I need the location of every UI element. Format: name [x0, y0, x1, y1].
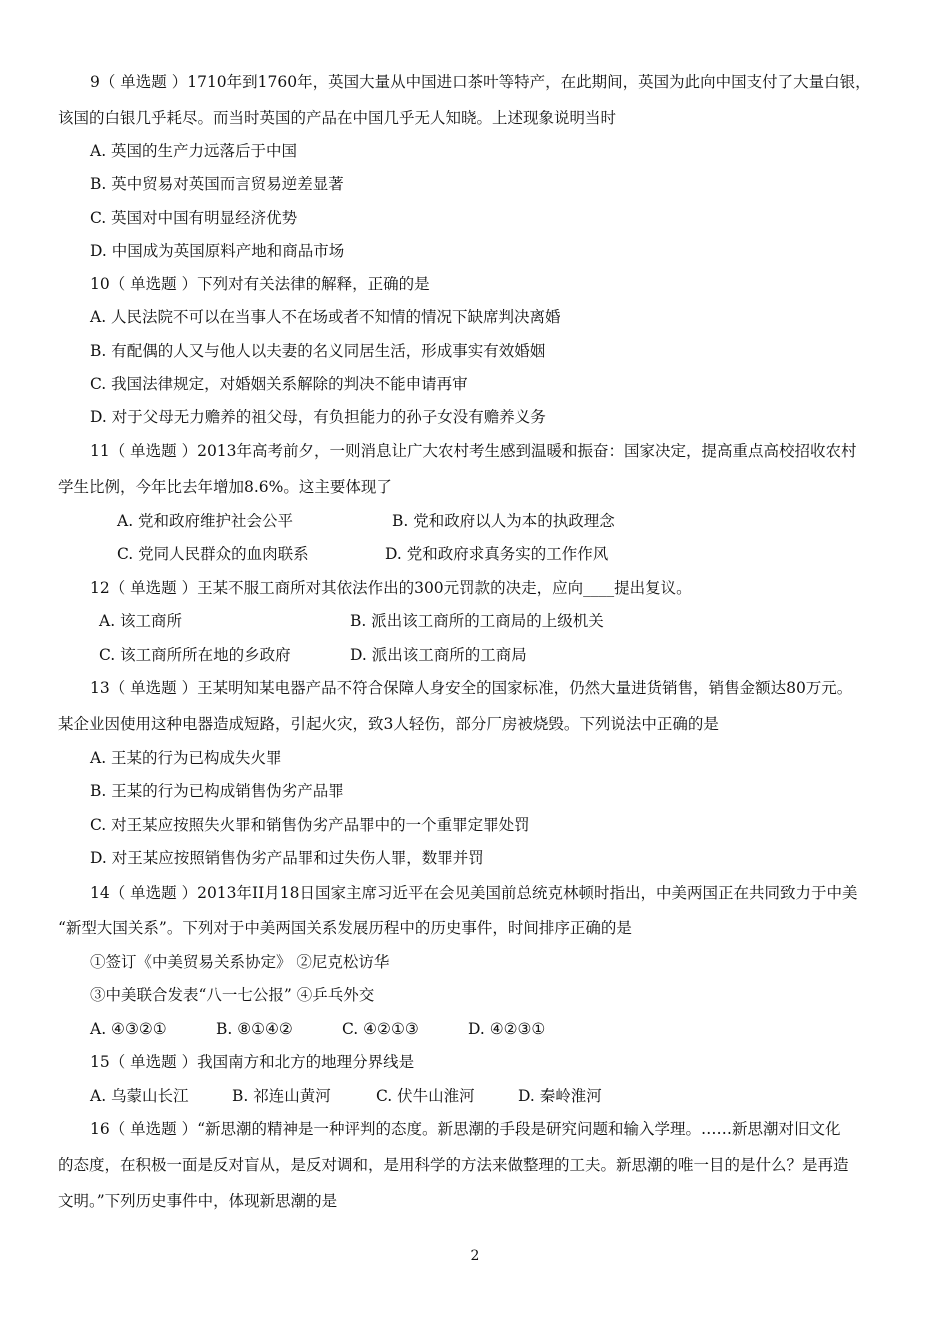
- question-10-option-c: C. 我国法律规定，对婚姻关系解除的判决不能申请再审: [90, 375, 468, 393]
- question-13-stem-line-2: 某企业因使用这种电器造成短路，引起火灾，致3人轻伤，部分厂房被烧毁。下列说法中正确的是: [58, 715, 719, 733]
- question-14-option-b: B. ⑧①④②: [216, 1020, 293, 1038]
- question-15-stem: 15（ 单选题 ）我国南方和北方的地理分界线是: [90, 1053, 415, 1071]
- question-14-option-d: D. ④②③①: [468, 1020, 546, 1038]
- question-16-stem-line-1: 16（ 单选题 ）“新思潮的精神是一种评判的态度。新思潮的手段是研究问题和输入学理。……新思潮对旧文化: [90, 1120, 841, 1138]
- question-9-option-c: C. 英国对中国有明显经济优势: [90, 209, 298, 227]
- question-14-option-a: A. ④③②①: [90, 1020, 167, 1038]
- question-13-option-b: B. 王某的行为已构成销售伪劣产品罪: [90, 782, 344, 800]
- question-12-stem: 12（ 单选题 ）王某不服工商所对其依法作出的300元罚款的决走，应向____提出复议。: [90, 579, 692, 597]
- question-12-option-a: A. 该工商所: [99, 612, 183, 630]
- question-15-option-d: D. 秦岭淮河: [518, 1087, 602, 1105]
- question-9-option-b: B. 英中贸易对英国而言贸易逆差显著: [90, 175, 344, 193]
- question-10-option-b: B. 有配偶的人又与他人以夫妻的名义同居生活，形成事实有效婚姻: [90, 342, 546, 360]
- question-13-option-d: D. 对王某应按照销售伪劣产品罪和过失伤人罪，数罪并罚: [90, 849, 484, 867]
- question-9-stem-line-2: 该国的白银几乎耗尽。而当时英国的产品在中国几乎无人知晓。上述现象说明当时: [58, 109, 617, 127]
- question-14-item-row-2: ③中美联合发表“八一七公报” ④乒乓外交: [90, 986, 375, 1004]
- question-9-option-d: D. 中国成为英国原料产地和商品市场: [90, 242, 345, 260]
- question-13-option-a: A. 王某的行为已构成失火罪: [90, 749, 282, 767]
- question-11-option-c: C. 党同人民群众的血肉联系: [117, 545, 309, 563]
- question-12-option-b: B. 派出该工商所的工商局的上级机关: [350, 612, 604, 630]
- question-13-option-c: C. 对王某应按照失火罪和销售伪劣产品罪中的一个重罪定罪处罚: [90, 816, 530, 834]
- question-10-option-a: A. 人民法院不可以在当事人不在场或者不知情的情况下缺席判决离婚: [90, 308, 561, 326]
- question-11-stem-line-2: 学生比例，今年比去年增加8.6%。这主要体现了: [58, 478, 392, 496]
- question-10-stem: 10（ 单选题 ）下列对有关法律的解释，正确的是: [90, 275, 430, 293]
- page-number: 2: [470, 1248, 480, 1264]
- question-11-option-d: D. 党和政府求真务实的工作作风: [385, 545, 609, 563]
- question-16-stem-line-3: 文明。”下列历史事件中，体现新思潮的是: [58, 1192, 338, 1210]
- question-14-option-c: C. ④②①③: [342, 1020, 419, 1038]
- question-11-option-a: A. 党和政府维护社会公平: [117, 512, 294, 530]
- question-14-stem-line-2: “新型大国关系”。下列对于中美两国关系发展历程中的历史事件，时间排序正确的是: [58, 919, 632, 937]
- question-13-stem-line-1: 13（ 单选题 ）王某明知某电器产品不符合保障人身安全的国家标准，仍然大量进货销售，销售金额达80万元。: [90, 679, 853, 697]
- question-14-stem-line-1: 14（ 单选题 ）2013年II月18日国家主席习近平在会见美国前总统克林顿时指出，中美两国正在共同致力于中美: [90, 884, 858, 902]
- question-15-option-c: C. 伏牛山淮河: [376, 1087, 475, 1105]
- question-10-option-d: D. 对于父母无力赡养的祖父母，有负担能力的孙子女没有赡养义务: [90, 408, 546, 426]
- question-11-option-b: B. 党和政府以人为本的执政理念: [392, 512, 615, 530]
- question-9-option-a: A. 英国的生产力远落后于中国: [90, 142, 298, 160]
- question-15-option-a: A. 乌蒙山长江: [90, 1087, 189, 1105]
- question-15-option-b: B. 祁连山黄河: [232, 1087, 331, 1105]
- question-9-stem-line-1: 9（ 单选题 ）1710年到1760年，英国大量从中国进口茶叶等特产，在此期间，英国为此向中国支付了大量白银，: [90, 73, 871, 91]
- question-12-option-d: D. 派出该工商所的工商局: [350, 646, 527, 664]
- question-16-stem-line-2: 的态度，在积极一面是反对盲从，是反对调和，是用科学的方法来做整理的工夫。新思潮的唯一目的是什么？是再造: [58, 1156, 849, 1174]
- question-11-stem-line-1: 11（ 单选题 ）2013年高考前夕，一则消息让广大农村考生感到温暖和振奋：国家决定，提高重点高校招收农村: [90, 442, 857, 460]
- question-14-item-row-1: ①签订《中美贸易关系协定》 ②尼克松访华: [90, 953, 390, 971]
- question-12-option-c: C. 该工商所所在地的乡政府: [99, 646, 291, 664]
